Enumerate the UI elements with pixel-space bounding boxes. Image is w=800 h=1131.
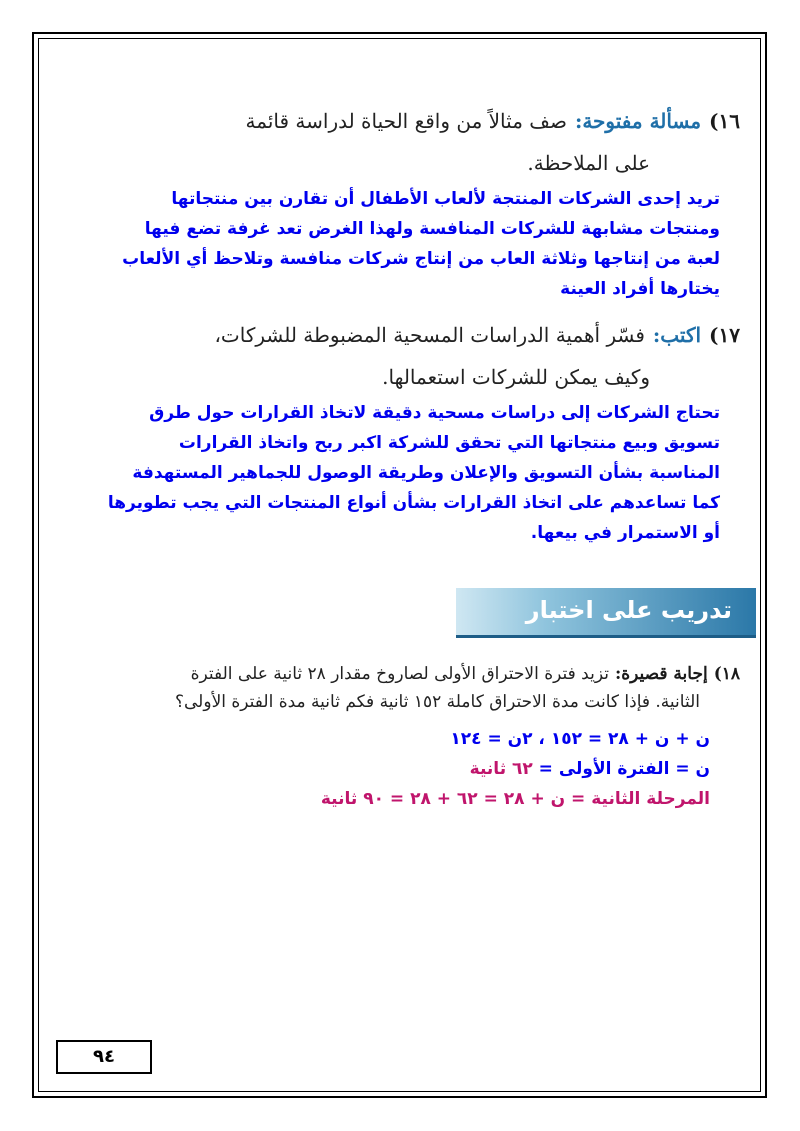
solution-text: ن = الفترة الأولى = <box>532 759 710 779</box>
section-banner <box>456 588 756 638</box>
page-number: ٩٤ <box>56 1040 152 1074</box>
question-text: تزيد فترة الاحتراق الأولى لصاروخ مقدار ٢٨ ثانية على الفترة <box>190 664 609 684</box>
answer-line: تحتاج الشركات إلى دراسات مسحية دقيقة لاتخاذ القرارات حول طرق <box>149 403 720 423</box>
answer-line: ومنتجات مشابهة للشركات المنافسة ولهذا الغرض تعد غرفة تضع فيها <box>144 219 720 239</box>
solution-line: ن + ن + ٢٨ = ١٥٢ ، ٢ن = ١٢٤ <box>450 729 710 749</box>
answer-line: كما تساعدهم على اتخاذ القرارات بشأن أنواع المنتجات التي يجب تطويرها <box>107 493 720 513</box>
question-tag: مسألة مفتوحة: <box>574 109 702 133</box>
question-text: فسّر أهمية الدراسات المسحية المضبوطة للشركات، <box>214 323 645 347</box>
section-title: تدريب على اختبار <box>525 596 732 624</box>
question-tag: إجابة قصيرة: <box>614 664 708 684</box>
solution-18 <box>110 724 710 814</box>
solution-text: المرحلة الثانية = ن + ٢٨ = ٦٢ + ٢٨ = <box>383 789 710 809</box>
answer-16 <box>60 184 740 304</box>
question-tag: اكتب: <box>652 323 702 347</box>
solution-line <box>110 784 710 814</box>
question-16 <box>60 100 740 184</box>
question-number: ١٧) <box>709 323 740 347</box>
answer-line: تريد إحدى الشركات المنتجة لألعاب الأطفال أن تقارن بين منتجاتها <box>171 189 720 209</box>
content <box>60 100 740 548</box>
answer-line: تسويق وبيع منتجاتها التي تحقق للشركة اكبر ربح واتخاذ القرارات <box>178 433 720 453</box>
answer-line: أو الاستمرار في بيعها. <box>530 523 720 543</box>
answer-17 <box>60 398 740 548</box>
solution-line <box>110 754 710 784</box>
solution-value: ٩٠ ثانية <box>320 789 384 809</box>
question-text-cont: وكيف يمكن للشركات استعمالها. <box>382 365 650 389</box>
answer-line: يختارها أفراد العينة <box>560 279 720 299</box>
question-number: ١٦) <box>709 109 740 133</box>
question-text-cont: على الملاحظة. <box>527 151 650 175</box>
question-number: ١٨) <box>713 664 740 684</box>
answer-line: المناسبة بشأن التسويق والإعلان وطريقة الوصول للجماهير المستهدفة <box>132 463 720 483</box>
question-text: صف مثالاً من واقع الحياة لدراسة قائمة <box>245 109 567 133</box>
solution-value: ٦٢ ثانية <box>469 759 533 779</box>
question-17 <box>60 314 740 398</box>
answer-line: لعبة من إنتاجها وثلاثة العاب من إنتاج شركات منافسة وتلاحظ أي الألعاب <box>122 249 720 269</box>
question-text-cont: الثانية. فإذا كانت مدة الاحتراق كاملة ١٥٢ ثانية فكم ثانية مدة الفترة الأولى؟ <box>174 692 700 712</box>
question-18 <box>80 660 740 716</box>
